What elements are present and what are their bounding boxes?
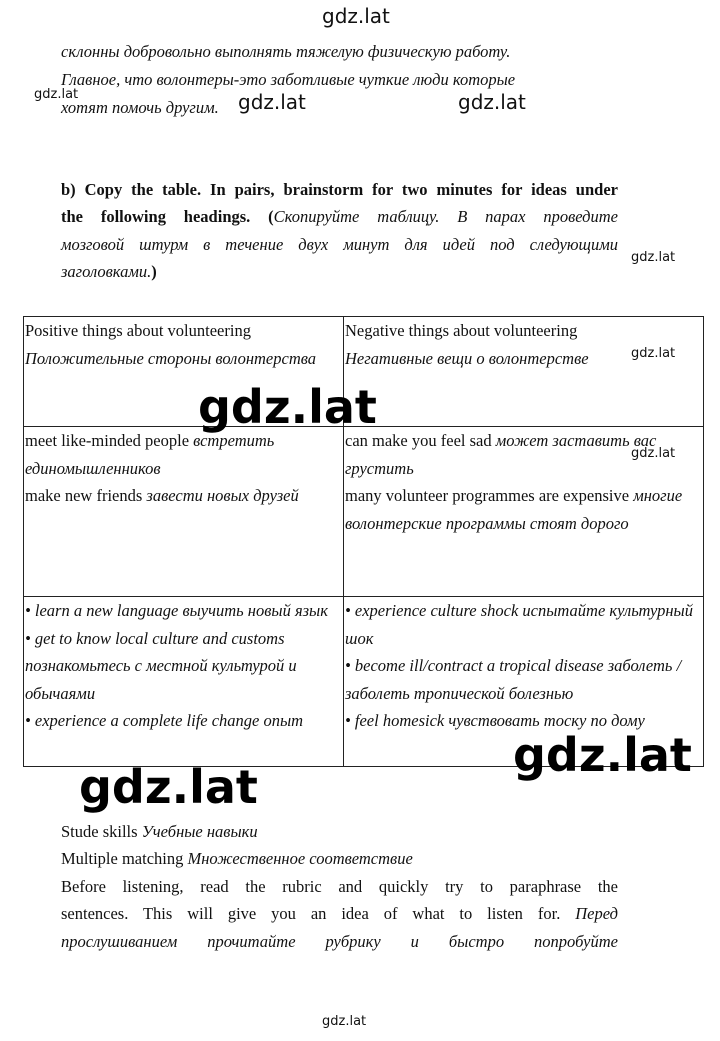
row1-positive-cell: [24, 427, 344, 597]
header-positive-ru: Положительные стороны волонтерства: [25, 348, 317, 368]
watermark-large-3: gdz.lat: [79, 760, 258, 814]
paragraph-line-3: прослушиванием прочитайте рубрику и быстро попробуйте: [61, 932, 618, 951]
header-negative-ru: Негативные вещи о волонтерстве: [345, 348, 589, 368]
row2-positive-item-1: • learn a new language выучить новый язык: [25, 601, 328, 620]
row1-negative-cell: [344, 427, 704, 597]
row1-positive-item-2-ru: завести новых друзей: [146, 486, 299, 505]
watermark-left-small: gdz.lat: [34, 87, 79, 102]
row1-negative-item-2-en: many volunteer programmes are expensive: [345, 486, 634, 505]
intro-line-2: Главное, что волонтеры-это заботливые чуткие люди которые: [61, 70, 516, 89]
row2-positive-cell: [24, 597, 344, 767]
table-row-1: [24, 427, 704, 597]
row1-negative-item-1-ru: может заставить вас грустить: [345, 431, 657, 478]
paragraph-line-1: Before listening, read the rubric and quickly try to paraphrase the: [61, 877, 618, 896]
task-b-line-2: [61, 207, 618, 227]
paragraph-line-2-en: sentences. This will give you an idea of what to listen for.: [61, 904, 576, 923]
multiple-matching-en: Multiple matching: [61, 849, 188, 868]
task-b-line-4-close: ): [151, 262, 157, 281]
row1-positive-item-2: [25, 482, 343, 510]
header-negative-en: Negative things about volunteering: [345, 321, 578, 340]
task-b-line-4-ru: заголовками.: [61, 262, 152, 281]
row2-negative-item-2: • become ill/contract a tropical disease заболеть / заболеть тропической болезнью: [345, 656, 682, 703]
watermark-inline: gdz.lat: [238, 90, 306, 114]
watermark-side-2: gdz.lat: [631, 346, 676, 361]
watermark-large-2: gdz.lat: [513, 728, 692, 782]
multiple-matching-line: [61, 849, 413, 869]
study-skills-en: Stude skills: [61, 822, 142, 841]
row2-positive-item-2: • get to know local culture and customs познакомьтесь с местной культурой и обычаями: [25, 628, 297, 703]
row1-negative-item-2: [345, 482, 703, 537]
paragraph-line-2: [61, 904, 618, 924]
intro-line-3: хотят помочь другим.: [61, 98, 219, 117]
watermark-right: gdz.lat: [458, 90, 526, 114]
row1-positive-item-1: [25, 427, 343, 482]
row1-positive-item-2-en: make new friends: [25, 486, 147, 505]
row1-positive-item-1-ru: встретить единомышленников: [25, 431, 275, 478]
task-b-line-3: мозговой штурм в течение двух минут для идей под следующими: [61, 235, 618, 254]
intro-line-1: склонны добровольно выполнять тяжелую физическую работу.: [61, 42, 511, 61]
row2-negative-item-3: • feel homesick чувствовать тоску по дому: [345, 711, 645, 730]
row1-negative-item-1-en: can make you feel sad: [345, 431, 496, 450]
study-skills-line: [61, 822, 258, 842]
task-b-line-1: b) Copy the table. In pairs, brainstorm for two minutes for ideas under: [61, 180, 618, 199]
task-b-line-2-ru: Скопируйте таблицу. В парах проведите: [273, 207, 618, 226]
watermark-side-1: gdz.lat: [631, 250, 676, 265]
row2-positive-item-3: • experience a complete life change опыт: [25, 711, 304, 730]
watermark-bottom: gdz.lat: [322, 1014, 367, 1029]
row1-negative-item-2-ru: многие волонтерские программы стоят дорого: [345, 486, 683, 533]
row2-negative-item-1: • experience culture shock испытайте культурный шок: [345, 601, 693, 648]
header-negative: [344, 317, 704, 427]
watermark-large-1: gdz.lat: [198, 380, 377, 434]
task-b-line-4: [61, 262, 157, 282]
watermark-top: gdz.lat: [322, 4, 390, 28]
header-positive-en: Positive things about volunteering: [25, 321, 251, 340]
study-skills-ru: Учебные навыки: [141, 822, 258, 841]
row1-positive-item-1-en: meet like-minded people: [25, 431, 194, 450]
row1-negative-item-1: [345, 427, 703, 482]
paragraph-line-2-ru: Перед: [575, 904, 618, 923]
task-b-line-2-en: the following headings. (: [61, 207, 274, 226]
watermark-side-3: gdz.lat: [631, 446, 676, 461]
multiple-matching-ru: Множественное соответствие: [187, 849, 413, 868]
